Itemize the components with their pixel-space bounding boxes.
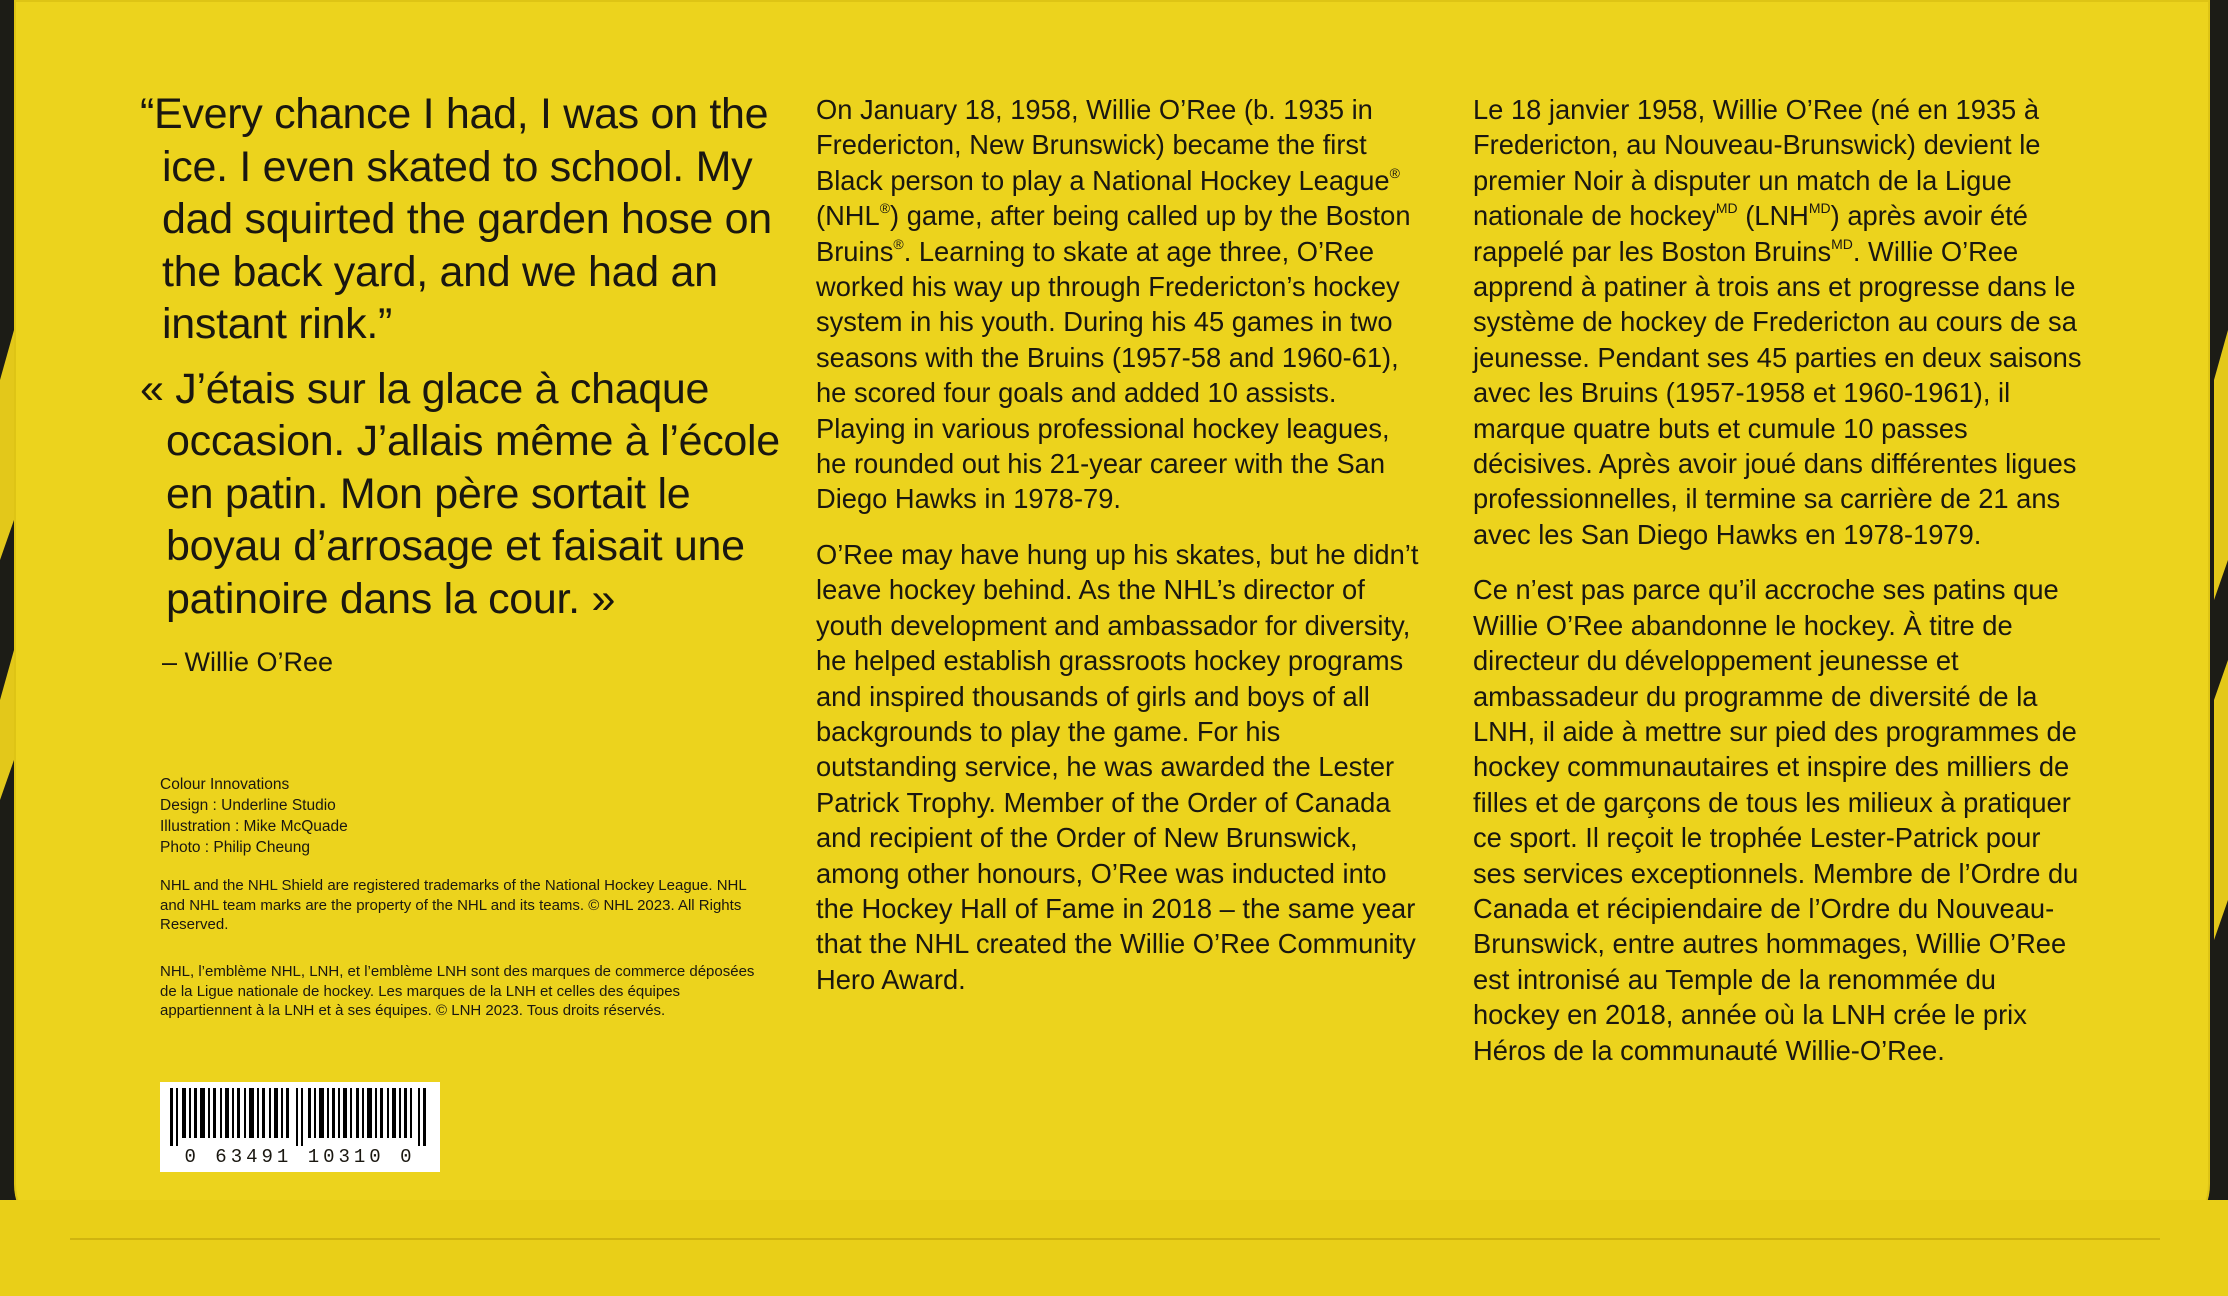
upc-barcode: [160, 1082, 440, 1172]
registered-mark: ®: [893, 235, 904, 252]
barcode-number: 0 63491 10310 0: [184, 1146, 416, 1168]
registered-mark: ®: [879, 200, 891, 217]
english-p1-part-d: . Learning to skate at age three, O’Ree worked his way up through Fredericton’s hockey system in his youth. During his 45 games in two seasons with the Bruins (1957-58 and 1960-61), he scored four goals and added 10 assists. Playing in various professional hockey leagues, he rounded out his 21-year career with the San Diego Hawks in 1978-79.: [816, 235, 1400, 515]
english-paragraph-2: O’Ree may have hung up his skates, but he didn’t leave hockey behind. As the NHL’s director of youth development and ambassador for diversity, he helped establish grassroots hockey programs and inspired thousands of girls and boys of all backgrounds to play the game. For his outstanding service, he was awarded the Lester Patrick Trophy. Member of the Order of Canada and recipient of the Order of New Brunswick, among other honours, O’Ree was inducted into the Hockey Hall of Fame in 2018 – the same year that the NHL created the Willie O’Ree Community Hero Award.: [816, 538, 1419, 995]
french-paragraph-1: [1473, 92, 2083, 552]
barcode-bars: [160, 1082, 440, 1146]
md-mark: MD: [1808, 200, 1831, 217]
credit-design: Design : Underline Studio: [160, 797, 336, 814]
french-p1-part-c: ) après avoir été rappelé par les Boston Bruins: [1473, 200, 2028, 267]
envelope-flap: [0, 1200, 2228, 1296]
english-paragraph-1: [816, 92, 1426, 517]
english-p1-part-a: On January 18, 1958, Willie O’Ree (b. 1935 in Fredericton, New Brunswick) became the first Black person to play a National Hockey League: [816, 94, 1390, 196]
credit-illustration: Illustration : Mike McQuade: [160, 818, 348, 835]
french-paragraph-2: Ce n’est pas parce qu’il accroche ses patins que Willie O’Ree abandonne le hockey. À titre de directeur du développement jeunesse et ambassadeur du programme de diversité de la LNH, il aide à mettre sur pied des programmes de hockey communautaires et inspire des milliers de filles et de garçons de tous les milieux à pratiquer ce sport. Il reçoit le trophée Lester-Patrick pour ses services exceptionnels. Membre de l’Ordre du Canada et récipiendaire de l’Ordre du Nouveau-Brunswick, entre autres hommages, Willie O’Ree est intronisé au Temple de la renommée du hockey en 2018, année où la LNH crée le prix Héros de la communauté Willie-O’Ree.: [1473, 574, 2079, 1066]
legal-english-text: NHL and the NHL Shield are registered trademarks of the National Hockey League. NHL and NHL team marks are the property of the NHL and its teams. © NHL 2023. All Rights Reserved.: [160, 877, 747, 933]
english-text-column: [816, 92, 1426, 997]
legal-french: [160, 962, 770, 1021]
legal-english: [160, 876, 770, 935]
english-p1-part-b: (NHL: [816, 200, 880, 232]
credits: [160, 774, 760, 858]
english-p1-part-c: ) game, after being called up by the Boston Bruins: [816, 200, 1411, 267]
french-p1-part-a: Le 18 janvier 1958, Willie O’Ree (né en 1935 à Fredericton, au Nouveau-Brunswick) devient le premier Noir à disputer un match de la Ligue nationale de hockey: [1473, 94, 2041, 232]
quote-french: « J’étais sur la glace à chaque occasion. J’allais même à l’école en patin. Mon père sortait le boyau d’arrosage et faisait une patinoire dans la cour. »: [140, 364, 780, 623]
quote-attribution: – Willie O’Ree: [162, 647, 334, 677]
quote-english: “Every chance I had, I was on the ice. I even skated to school. My dad squirted the garden hose on the back yard, and we had an instant rink.”: [140, 90, 772, 348]
md-mark: MD: [1831, 235, 1853, 252]
credit-photo: Photo : Philip Cheung: [160, 839, 310, 856]
credit-collection: Colour Innovations: [160, 776, 290, 793]
fold-line: [70, 1238, 2160, 1240]
french-p1-part-b: (LNH: [1737, 200, 1809, 232]
french-text-column: [1473, 92, 2083, 1068]
legal-french-text: NHL, l’emblème NHL, LNH, et l’emblème LNH sont des marques de commerce déposées de la Ligue nationale de hockey. Les marques de la LNH et celles des équipes appartiennent à la LNH et à ses équipes. © LNH 2023. Tous droits réservés.: [160, 963, 755, 1019]
md-mark: MD: [1715, 200, 1738, 217]
registered-mark: ®: [1389, 164, 1400, 181]
quote-section: [140, 88, 780, 678]
french-p1-part-d: . Willie O’Ree apprend à patiner à trois ans et progresse dans le système de hockey de Fredericton au cours de sa jeunesse. Pendant ses 45 parties en deux saisons avec les Bruins (1957-1958 et 1960-1961), il marque quatre buts et cumule 10 passes décisives. Après avoir joué dans différentes ligues professionnelles, il termine sa carrière de 21 ans avec les San Diego Hawks en 1978-1979.: [1473, 235, 2082, 550]
